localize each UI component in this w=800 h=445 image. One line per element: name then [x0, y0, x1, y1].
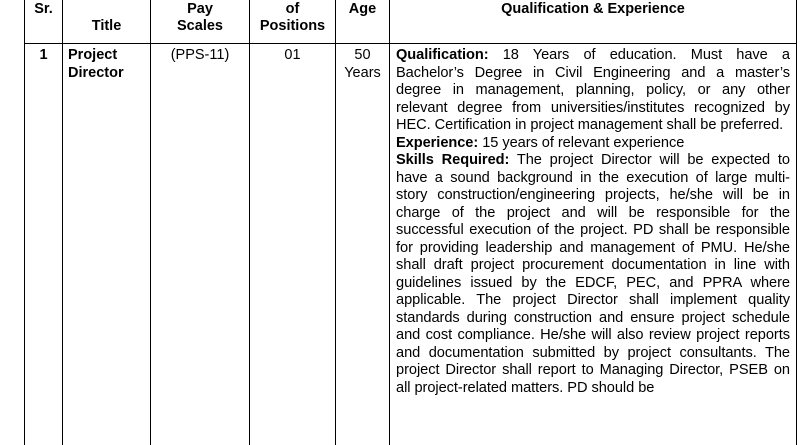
row-positions: 01	[250, 44, 336, 445]
skills-label: Skills Required:	[396, 152, 510, 168]
title-line-2: Director	[68, 64, 124, 81]
qualification-paragraph	[396, 47, 790, 135]
header-pay-scales: Pay Scales	[151, 0, 250, 44]
row-title	[63, 44, 151, 445]
experience-paragraph	[396, 135, 790, 153]
row-age: 50 Years	[336, 44, 390, 445]
qualification-label: Qualification:	[396, 47, 489, 63]
header-positions: of Positions	[250, 0, 336, 44]
row-qualification	[390, 44, 797, 445]
header-title: Title	[63, 0, 151, 44]
qualification-text: 18 Years of education. Must have a Bachelor’s Degree in Civil Engineering and a master’s degree in management, planning, policy, or any other relevant degree from universities/institutes recognized by HEC. Certification in project management shall be preferred.	[396, 47, 790, 133]
header-age: Age	[336, 0, 390, 44]
row-pay-scale: (PPS-11)	[151, 44, 250, 445]
experience-text: 15 years of relevant experience	[482, 134, 685, 151]
experience-label: Experience:	[396, 134, 479, 151]
title-line-1: Project	[68, 47, 118, 63]
header-sr: Sr.	[25, 0, 63, 44]
skills-paragraph	[396, 152, 790, 397]
header-qualification: Qualification & Experience	[390, 0, 797, 44]
skills-text: The project Director will be expected to have a sound background in the execution of large multi-story construction/engineering projects, he/she will be in charge of the project and will be responsible for the successful execution of the project. PD shall be responsible for providing leadership and management of PMU. He/she shall draft project procurement documentation in line with guidelines issued by the EDCF, PEC, and PPRA where applicable. The project Director shall implement quality standards during construction and ensure project schedule and cost compliance. He/she will also review project reports and documentation submitted by project consultants. The project Director shall report to Managing Director, PSEB on all project-related matters. PD should be	[396, 152, 791, 396]
header-row	[25, 0, 797, 44]
table-row	[25, 44, 797, 445]
row-sr: 1	[25, 44, 63, 445]
positions-table	[24, 0, 797, 445]
